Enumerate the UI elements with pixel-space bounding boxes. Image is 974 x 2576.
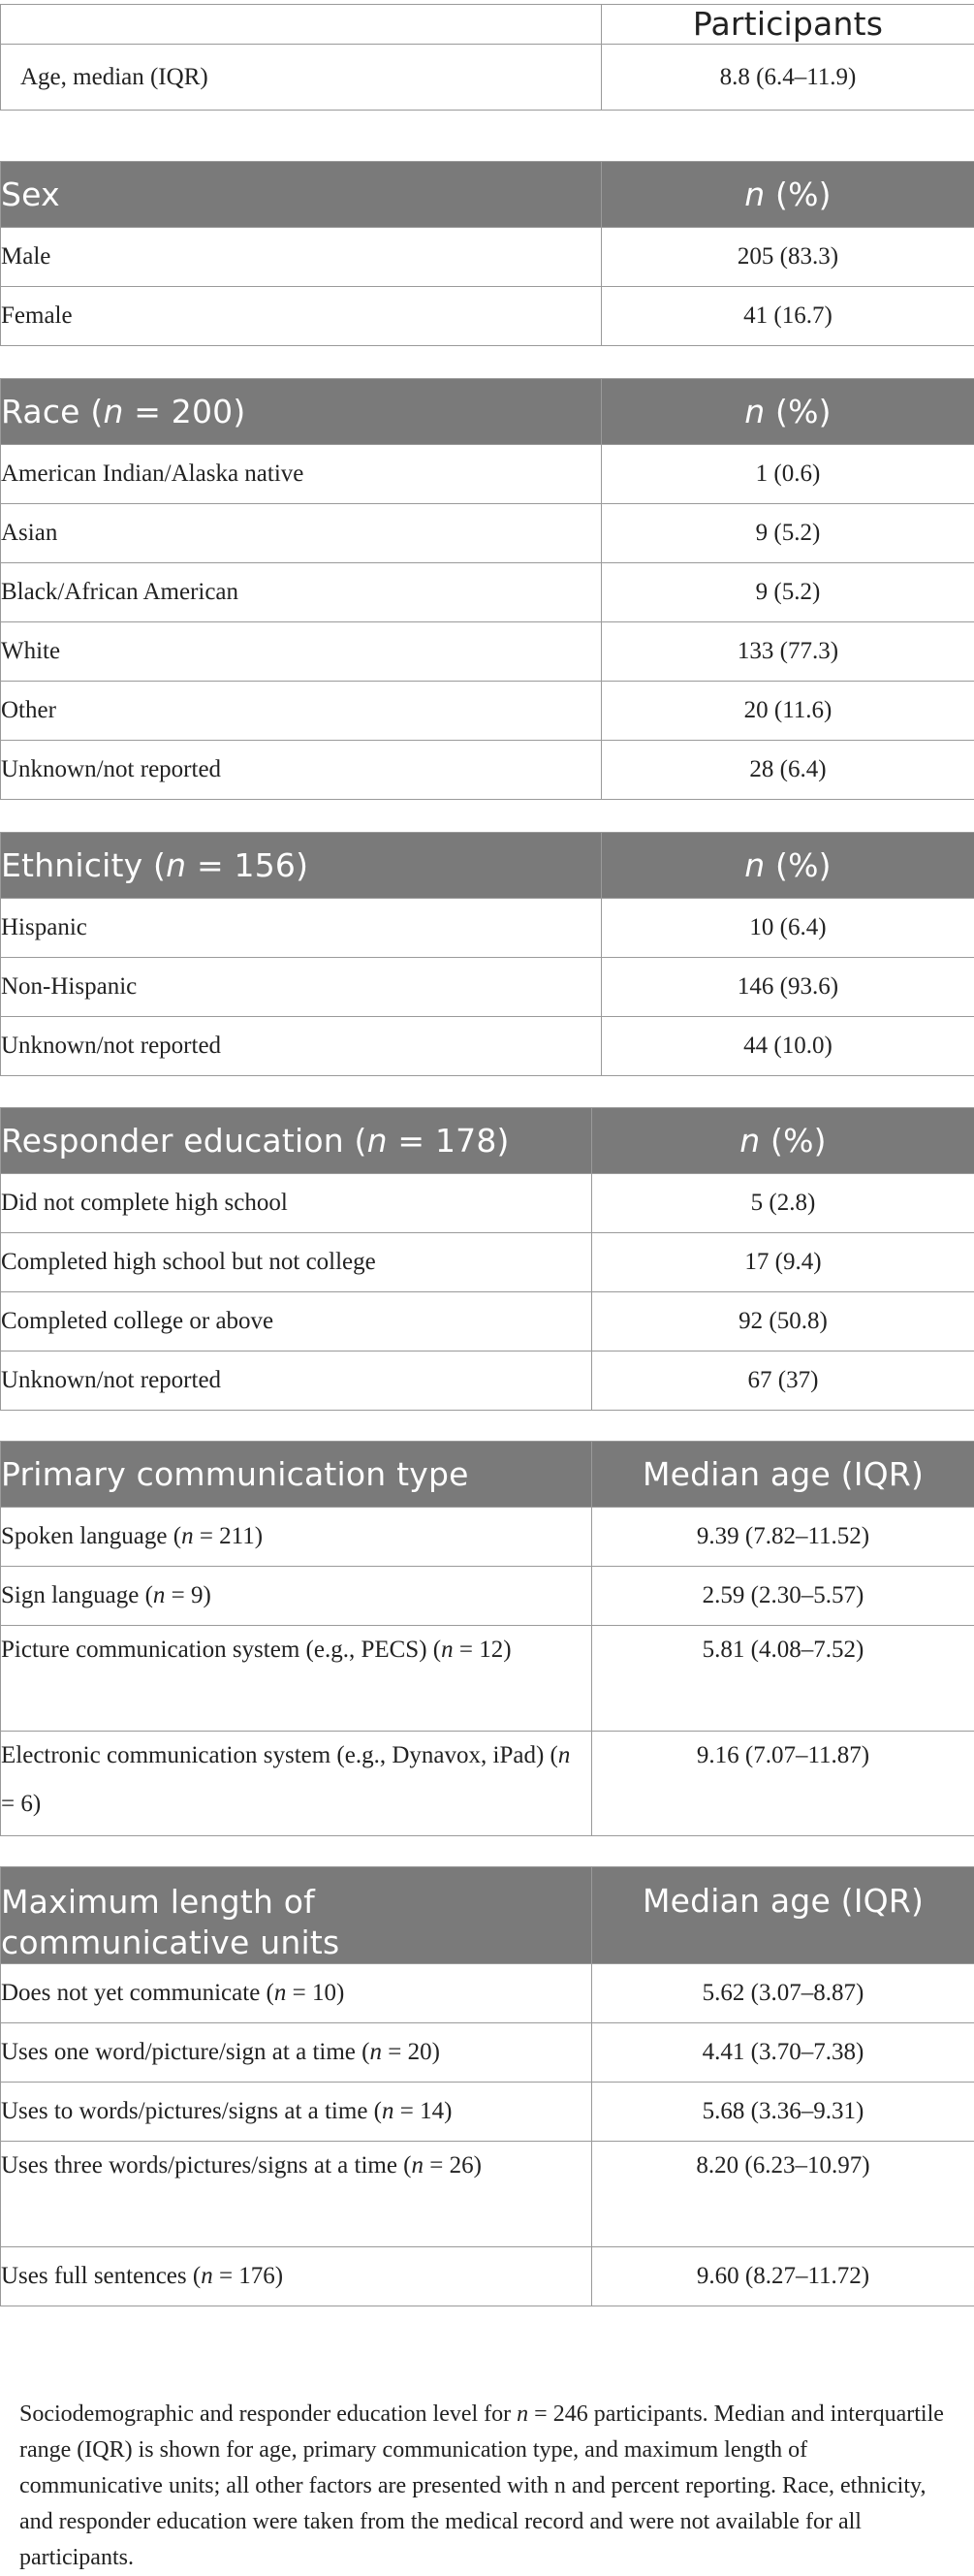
length-row-value: 8.20 (6.23–10.97) <box>592 2142 974 2247</box>
ethnicity-row-value: 44 (10.0) <box>602 1017 974 1076</box>
education-section <box>0 1107 974 1411</box>
length-row-label: Uses one word/picture/sign at a time (n = 20) <box>1 2023 592 2083</box>
education-row-value: 67 (37) <box>592 1352 974 1411</box>
communication-row-value: 9.39 (7.82–11.52) <box>592 1508 974 1567</box>
race-col-header: n (%) <box>602 379 974 445</box>
education-row-value: 92 (50.8) <box>592 1292 974 1352</box>
communication-row-label: Sign language (n = 9) <box>1 1567 592 1626</box>
ethnicity-row-value: 146 (93.6) <box>602 958 974 1017</box>
age-value: 8.8 (6.4–11.9) <box>602 45 974 111</box>
race-row-label: Unknown/not reported <box>1 741 602 800</box>
race-row-label: Asian <box>1 504 602 563</box>
participants-header: Participants <box>602 5 974 45</box>
education-row-label: Did not complete high school <box>1 1174 592 1233</box>
communication-row-label: Electronic communication system (e.g., Dynavox, iPad) (n = 6) <box>1 1732 592 1836</box>
participants-section <box>0 4 974 111</box>
race-row-value: 133 (77.3) <box>602 622 974 682</box>
communication-row-label: Spoken language (n = 211) <box>1 1508 592 1567</box>
ethnicity-title: Ethnicity (n = 156) <box>1 833 602 899</box>
education-row-label: Completed college or above <box>1 1292 592 1352</box>
sex-title: Sex <box>1 162 602 228</box>
race-row-value: 20 (11.6) <box>602 682 974 741</box>
sex-section <box>0 161 974 346</box>
length-row-label: Does not yet communicate (n = 10) <box>1 1964 592 2023</box>
communication-row-value: 5.81 (4.08–7.52) <box>592 1626 974 1732</box>
ethnicity-section <box>0 832 974 1076</box>
blank-header-cell <box>1 5 602 45</box>
length-row-label: Uses three words/pictures/signs at a time (n = 26) <box>1 2142 592 2247</box>
ethnicity-row-label: Unknown/not reported <box>1 1017 602 1076</box>
sex-row-value: 205 (83.3) <box>602 228 974 287</box>
race-row-label: White <box>1 622 602 682</box>
education-col-header: n (%) <box>592 1108 974 1174</box>
communication-row-value: 2.59 (2.30–5.57) <box>592 1567 974 1626</box>
table-footnote: Sociodemographic and responder education level for n = 246 participants. Median and interquartile range (IQR) is shown for age, primary communication type, and maximum length of communicative units; all other factors are presented with n and percent reporting. Race, ethnicity, and responder education were taken from the medical record and were not available for all participants. <box>19 2397 950 2576</box>
length-title: Maximum length of communicative units <box>1 1867 592 1964</box>
education-row-label: Unknown/not reported <box>1 1352 592 1411</box>
race-row-value: 28 (6.4) <box>602 741 974 800</box>
race-row-label: Black/African American <box>1 563 602 622</box>
race-row-value: 1 (0.6) <box>602 445 974 504</box>
communication-row-value: 9.16 (7.07–11.87) <box>592 1732 974 1836</box>
sex-row-label: Male <box>1 228 602 287</box>
sex-row-label: Female <box>1 287 602 346</box>
ethnicity-col-header: n (%) <box>602 833 974 899</box>
race-title: Race (n = 200) <box>1 379 602 445</box>
length-row-value: 4.41 (3.70–7.38) <box>592 2023 974 2083</box>
education-title: Responder education (n = 178) <box>1 1108 592 1174</box>
length-row-label: Uses to words/pictures/signs at a time (n = 14) <box>1 2083 592 2142</box>
communication-title: Primary communication type <box>1 1442 592 1508</box>
communication-col-header: Median age (IQR) <box>592 1442 974 1508</box>
ethnicity-row-label: Non-Hispanic <box>1 958 602 1017</box>
length-row-value: 5.68 (3.36–9.31) <box>592 2083 974 2142</box>
sex-col-header: n (%) <box>602 162 974 228</box>
ethnicity-row-value: 10 (6.4) <box>602 899 974 958</box>
race-row-label: Other <box>1 682 602 741</box>
education-row-label: Completed high school but not college <box>1 1233 592 1292</box>
communication-row-label: Picture communication system (e.g., PECS) (n = 12) <box>1 1626 592 1732</box>
education-row-value: 17 (9.4) <box>592 1233 974 1292</box>
length-col-header: Median age (IQR) <box>592 1867 974 1964</box>
length-row-value: 9.60 (8.27–11.72) <box>592 2247 974 2306</box>
education-row-value: 5 (2.8) <box>592 1174 974 1233</box>
race-section <box>0 378 974 800</box>
length-row-value: 5.62 (3.07–8.87) <box>592 1964 974 2023</box>
age-label: Age, median (IQR) <box>1 45 602 111</box>
communication-section <box>0 1441 974 1836</box>
race-row-value: 9 (5.2) <box>602 504 974 563</box>
sex-row-value: 41 (16.7) <box>602 287 974 346</box>
race-row-value: 9 (5.2) <box>602 563 974 622</box>
ethnicity-row-label: Hispanic <box>1 899 602 958</box>
length-row-label: Uses full sentences (n = 176) <box>1 2247 592 2306</box>
race-row-label: American Indian/Alaska native <box>1 445 602 504</box>
length-section <box>0 1866 974 2306</box>
